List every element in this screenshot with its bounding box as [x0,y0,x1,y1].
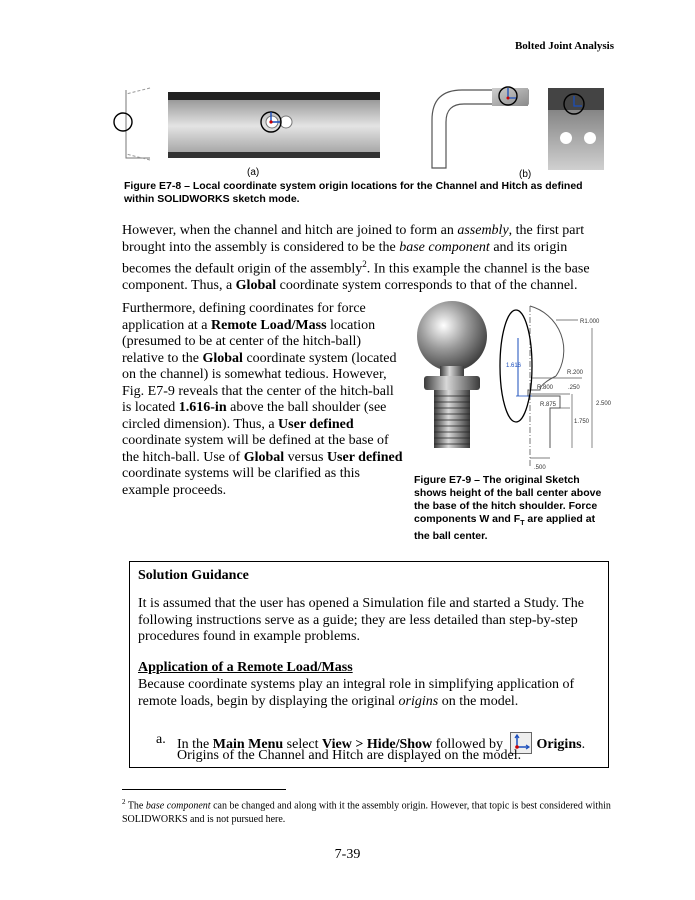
figure-e7-8-caption-line2: within SOLIDWORKS sketch mode. [124,193,300,205]
figure-e7-8-caption [124,180,614,206]
dim-500: .500 [534,465,546,471]
figure-e7-9-hitch-ball [410,298,620,474]
step-a-marker: a. [156,732,166,747]
subheading-paragraph: Because coordinate systems play an integral role in simplifying application of remote loads, begin by displaying the original origins on the model. [138,677,575,709]
dim-2500: 2.500 [596,401,612,407]
dim-1616: 1.616 [506,363,522,369]
dim-r875: R.875 [540,402,557,408]
footnote-divider [122,789,286,790]
solution-guidance-title: Solution Guidance [138,568,249,583]
figure-e7-9-caption: Figure E7-9 – The original Sketch shows height of the ball center above the base of the hitch shoulder. Force components W and $F_T$ are applied at the ball center. [414,474,602,543]
figure-e7-8a-channel [110,80,390,170]
footnote-2: $^2$ The base component can be changed and along with it the assembly origin. However, that topic is best considered within SOLIDWORKS and is not pursued here. [122,798,611,826]
step-a-line2: Origins of the Channel and Hitch are displayed on the model. [177,748,522,763]
paragraph-remote-load: Furthermore, defining coordinates for force application at a Remote Load/Mass location (presumed to be at center of the hitch-ball) relative to the Global coordinate system (located on the channel) is somewhat tedious. However, Fig. E7-9 reveals that the center of the hitch-ball is located 1.616-in above the ball shoulder (see circled dimension). Thus, a User defined coordinate system will be defined at the base of the hitch-ball. Use of Global versus User defined coordinate systems will be clarified as this example proceeds. [122,301,403,498]
solution-guidance-intro: It is assumed that the user has opened a Simulation file and started a Study. The following instructions serve as a guide; they are less detailed than step-by-step procedures found in example problems. [138,596,584,644]
figure-e7-8-label-a: (a) [247,167,260,178]
page-number: 7-39 [334,847,361,862]
running-header: Bolted Joint Analysis [514,40,614,52]
subheading-remote-load: Application of a Remote Load/Mass [138,660,353,675]
dim-1750: 1.750 [574,419,590,425]
paragraph-assembly-origin: However, when the channel and hitch are joined to form an assembly, the first part brought into the assembly is considered to be the base component and its origin becomes the default origin of the assembly$^2$. In this example the channel is the base component. Thus, a Global coordinate system corresponds to that of the channel. [122,223,590,294]
dim-r1000: R1.000 [580,319,600,325]
figure-e7-8b-hitch [420,80,620,170]
dim-250: .250 [568,385,580,391]
solution-guidance-box [129,561,609,768]
figure-e7-8-label-b: (b) [519,169,532,180]
step-a-line1: In the Main Menu select View > Hide/Show followed by Origins. [177,732,597,754]
dim-r800: R.800 [537,385,554,391]
dim-r200: R.200 [567,370,584,376]
figure-e7-8-caption-line1: Figure E7-8 – Local coordinate system origin locations for the Channel and Hitch as defined [124,180,583,192]
